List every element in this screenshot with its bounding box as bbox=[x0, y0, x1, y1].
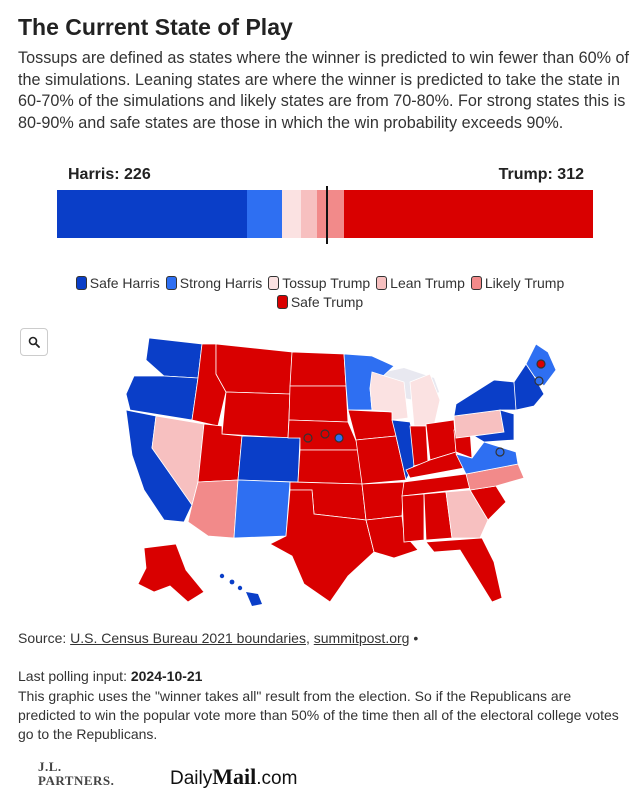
state-wyoming bbox=[222, 392, 290, 438]
nebraska-district-marker bbox=[304, 434, 312, 442]
summitpost-link[interactable]: summitpost.org bbox=[313, 630, 410, 646]
legend-label: Likely Trump bbox=[484, 275, 565, 291]
state-michigan bbox=[410, 374, 440, 426]
state-south-dakota bbox=[289, 386, 348, 422]
legend-item bbox=[268, 275, 370, 291]
page-title: The Current State of Play bbox=[18, 14, 293, 40]
state-washington bbox=[146, 338, 202, 378]
bar-segment-strong-harris bbox=[247, 190, 282, 238]
state-kansas bbox=[298, 450, 362, 484]
legend-swatch bbox=[471, 276, 482, 290]
state-colorado bbox=[238, 436, 300, 482]
source-prefix: Source: bbox=[18, 630, 71, 646]
bar-segment-likely-trump bbox=[317, 190, 344, 238]
zoom-button[interactable] bbox=[20, 328, 48, 356]
dc-marker bbox=[496, 448, 504, 456]
state-montana bbox=[216, 344, 292, 394]
state-new-york bbox=[454, 380, 518, 416]
source-line bbox=[18, 630, 418, 646]
legend-label: Strong Harris bbox=[179, 275, 263, 291]
polling-label: Last polling input: bbox=[18, 668, 131, 684]
maine-district-marker bbox=[535, 377, 543, 385]
state-arkansas bbox=[362, 482, 404, 520]
legend-item bbox=[471, 275, 564, 291]
map-legend bbox=[40, 275, 600, 310]
jl-logo-line1: J.L. bbox=[38, 759, 62, 774]
majority-line bbox=[326, 186, 328, 244]
methodology-note: This graphic uses the "winner takes all" result from the election. So if the Republicans are predicted to win the popular vote more than 50% of the time then all of the electoral college votes go to the Republicans. bbox=[18, 688, 619, 742]
legend-label: Lean Trump bbox=[390, 275, 465, 291]
harris-total-label: Harris: 226 bbox=[68, 166, 151, 183]
legend-label: Tossup Trump bbox=[282, 275, 371, 291]
nebraska-district-marker bbox=[335, 434, 343, 442]
polling-date: 2024-10-21 bbox=[130, 668, 203, 684]
state-north-dakota bbox=[290, 352, 346, 386]
legend-label: Safe Trump bbox=[290, 294, 364, 310]
legend-label: Safe Harris bbox=[89, 275, 160, 291]
state-mississippi bbox=[402, 494, 424, 542]
bar-segment-safe-harris bbox=[57, 190, 247, 238]
us-state-map[interactable] bbox=[104, 330, 574, 620]
bar-segment-lean-trump bbox=[301, 190, 317, 238]
source-separator: , bbox=[305, 630, 314, 646]
source-suffix: • bbox=[409, 630, 419, 646]
state-florida bbox=[426, 538, 502, 602]
dailymail-logo bbox=[170, 764, 297, 790]
page-subtitle: Tossups are defined as states where the winner is predicted to win fewer than 60% of the simulations. Leaning states are where the winner is predicted to take the state in 60-70% of the simulations and likely states are from 70-80%. For strong states this is 80-90% and safe states are those in which the win probability exceeds 90%. bbox=[18, 49, 629, 132]
electoral-vote-bar bbox=[57, 190, 593, 238]
legend-item bbox=[166, 275, 262, 291]
legend-item bbox=[376, 275, 465, 291]
state-new-mexico bbox=[234, 480, 290, 538]
last-polling-input bbox=[18, 668, 202, 684]
legend-swatch bbox=[376, 276, 387, 290]
bar-segment-tossup-trump bbox=[282, 190, 301, 238]
maine-district-marker bbox=[537, 360, 545, 368]
census-link[interactable]: U.S. Census Bureau 2021 boundaries bbox=[70, 630, 306, 646]
trump-total-label: Trump: 312 bbox=[498, 166, 584, 183]
legend-item bbox=[76, 275, 160, 291]
legend-item bbox=[277, 294, 363, 310]
dm-logo-suffix: .com bbox=[256, 768, 298, 789]
state-hawaii bbox=[220, 574, 262, 606]
dm-logo-prefix: Daily bbox=[170, 768, 213, 789]
legend-swatch bbox=[76, 276, 87, 290]
legend-swatch bbox=[277, 295, 288, 309]
jl-partners-logo bbox=[38, 760, 114, 788]
state-alaska bbox=[138, 544, 204, 602]
state-iowa bbox=[348, 410, 396, 440]
bar-segment-safe-trump bbox=[344, 190, 593, 238]
search-icon bbox=[28, 336, 40, 348]
legend-swatch bbox=[166, 276, 177, 290]
jl-logo-line2: PARTNERS. bbox=[38, 773, 115, 788]
nebraska-district-marker bbox=[321, 430, 329, 438]
dm-logo-brand: Mail bbox=[212, 764, 257, 789]
legend-swatch bbox=[268, 276, 279, 290]
